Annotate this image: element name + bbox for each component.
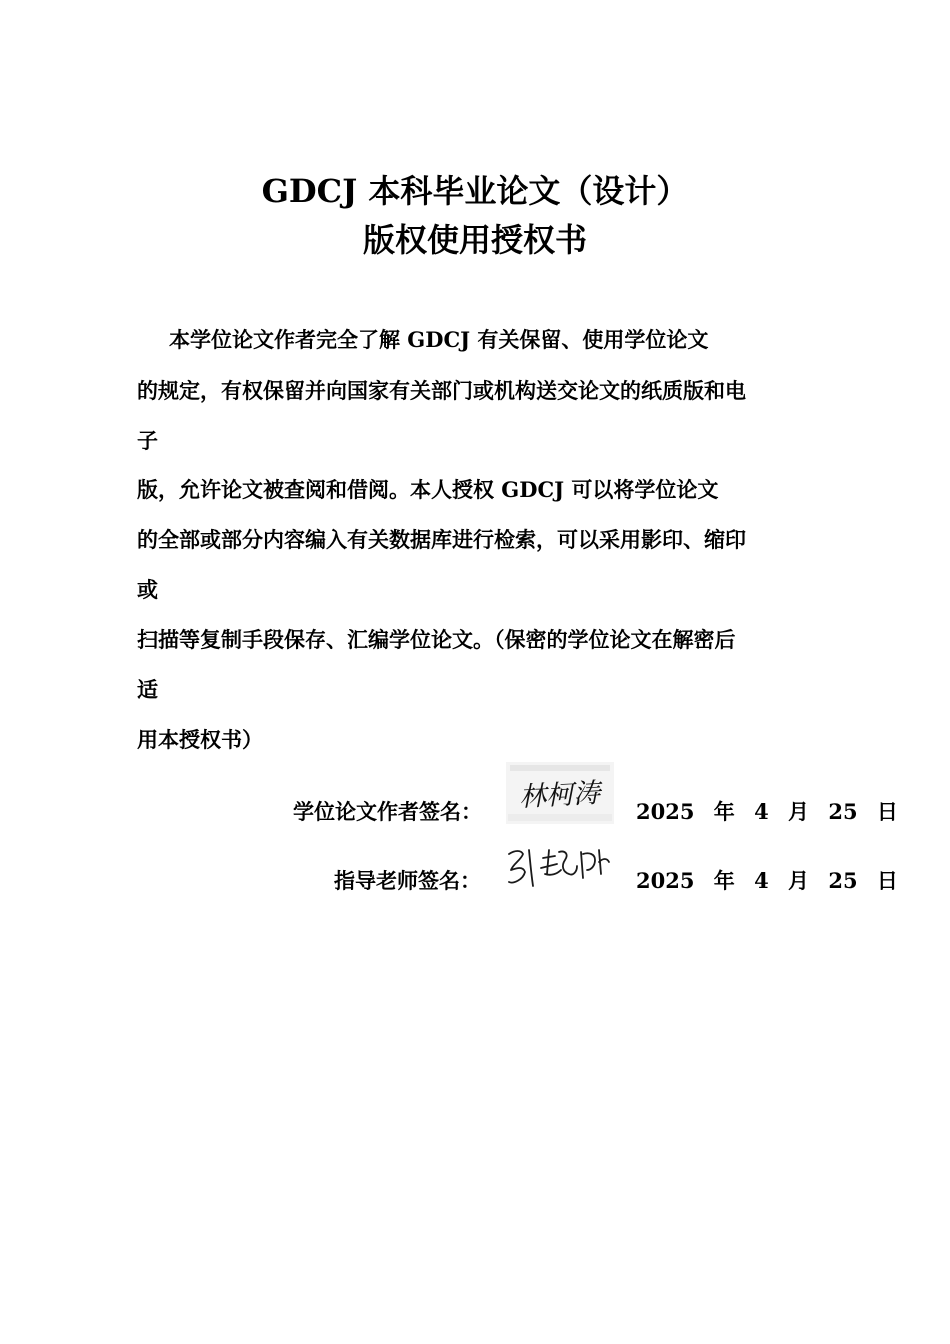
author-signature-row: [0, 777, 950, 830]
date-month-unit: 月: [788, 868, 810, 893]
date-month-unit: 月: [788, 799, 810, 824]
date-month: 4: [754, 799, 769, 824]
date-month: 4: [754, 868, 769, 893]
author-signature-label: 学位论文作者签名：: [293, 799, 482, 824]
date-day: 25: [828, 868, 858, 893]
date-day-unit: 日: [876, 799, 898, 824]
advisor-handwritten-signature: [503, 844, 615, 894]
date-year: 2025: [636, 799, 695, 824]
date-year-unit: 年: [713, 868, 735, 893]
advisor-signature-row: [0, 850, 950, 900]
advisor-signature-date: [636, 867, 898, 895]
body-text-line: 适: [137, 677, 158, 702]
date-day-unit: 日: [876, 868, 898, 893]
date-year: 2025: [636, 868, 695, 893]
author-handwritten-signature: [506, 762, 614, 824]
document-title-line-1: GDCJ 本科毕业论文（设计）: [261, 172, 689, 210]
advisor-signature-label: 指导老师签名：: [334, 868, 481, 893]
body-text-line: 子: [137, 428, 158, 453]
body-text-line: 的规定，有权保留并向国家有关部门或机构送交论文的纸质版和电: [137, 378, 746, 403]
body-text-line: 版，允许论文被查阅和借阅。本人授权 GDCJ 可以将学位论文: [137, 477, 719, 502]
body-text-line: 或: [137, 577, 158, 602]
body-text-line: 的全部或部分内容编入有关数据库进行检索，可以采用影印、缩印: [137, 527, 746, 552]
author-signature-text: 林柯涛: [518, 777, 601, 814]
date-year-unit: 年: [713, 799, 735, 824]
date-day: 25: [828, 799, 858, 824]
body-text-line: 扫描等复制手段保存、汇编学位论文。（保密的学位论文在解密后: [137, 627, 736, 652]
document-title-line-2: 版权使用授权书: [362, 221, 587, 259]
body-text-line: 用本授权书）: [137, 727, 263, 752]
body-text-line: 本学位论文作者完全了解 GDCJ 有关保留、使用学位论文: [169, 327, 709, 352]
author-signature-date: [636, 798, 898, 826]
